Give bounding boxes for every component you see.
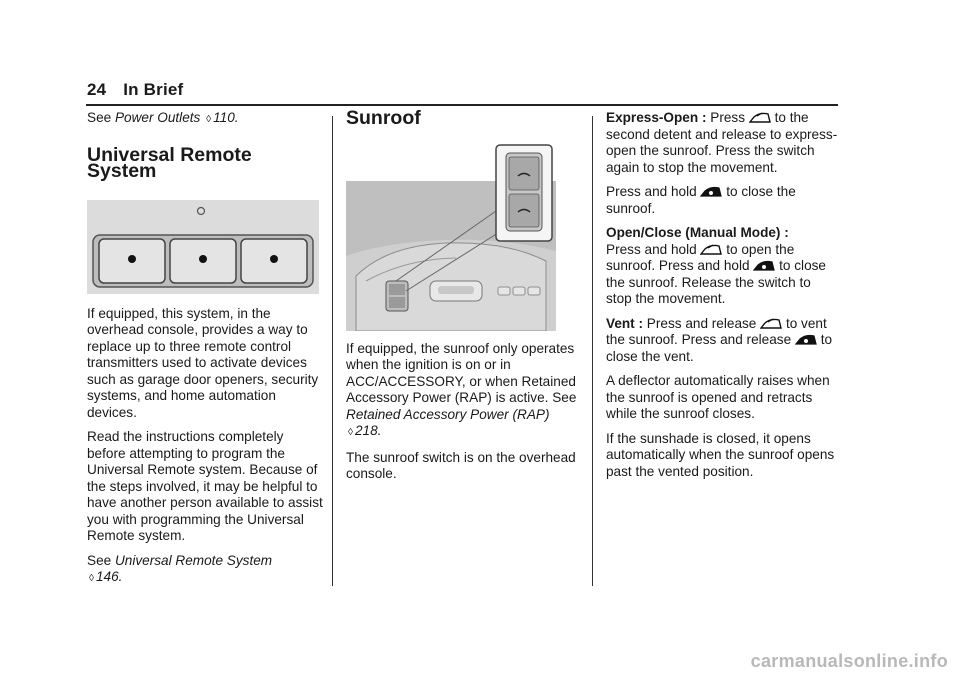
manual-mode-term: Open/Close (Manual Mode) : xyxy=(606,225,789,240)
header-rule xyxy=(86,104,838,106)
section-title: In Brief xyxy=(123,80,184,99)
xref-page[interactable]: 218. xyxy=(354,423,382,438)
site-watermark: carmanualsonline.info xyxy=(750,651,948,671)
manual-text-c: to close the sunroof. Release the switch to stop the movement. xyxy=(606,258,826,306)
see-prefix: See xyxy=(87,552,112,568)
column-middle xyxy=(346,107,582,491)
xref-rap[interactable]: Retained Accessory Power (RAP) xyxy=(346,406,550,422)
vent-text-c: to close the vent. xyxy=(606,332,833,364)
page-ref-icon: ◊ xyxy=(206,114,212,125)
page-header xyxy=(87,80,183,100)
see-power-outlets xyxy=(87,110,323,129)
see-universal-remote xyxy=(87,553,323,588)
universal-remote-p2: Read the instructions completely before attempting to program the Universal Remote system. Because of the steps involved, it may be helpful to have another person available to assist you with programming the Universal Remote system. xyxy=(87,429,323,543)
sunroof-open-icon xyxy=(760,317,782,330)
xref-universal-remote[interactable]: Universal Remote System xyxy=(114,552,273,568)
vent-term: Vent : xyxy=(606,315,644,331)
hold-close-text-b: to close the sunroof. xyxy=(606,184,796,216)
sunroof-close-icon xyxy=(753,259,775,272)
universal-remote-heading: Universal Remote System xyxy=(87,143,252,182)
see-prefix: See xyxy=(87,110,112,125)
sunroof-open-icon xyxy=(700,243,722,256)
sunshade-para: If the sunshade is closed, it opens automatically when the sunroof opens past the vented position. xyxy=(606,430,835,479)
column-divider-2 xyxy=(592,116,593,586)
sunroof-heading: Sunroof xyxy=(346,107,421,129)
vent-text-b: to vent the sunroof. Press and release xyxy=(606,315,827,347)
column-left xyxy=(87,110,323,596)
vent-text-a: Press and release xyxy=(646,315,757,331)
page-ref-icon: ◊ xyxy=(89,573,94,584)
express-open-text-a: Press xyxy=(710,110,746,125)
sunroof-open-icon xyxy=(749,111,771,124)
sunroof-close-switch-icon xyxy=(509,194,539,227)
remote-button-2 xyxy=(170,239,236,283)
column-divider-1 xyxy=(332,116,333,586)
sunroof-p1-text: If equipped, the sunroof only operates when the ignition is on or in ACC/ACCESSORY, or when Retained Accessory Power (RAP) is active. See xyxy=(346,340,577,405)
sunroof-switch-image xyxy=(346,141,556,331)
hold-close-para xyxy=(606,184,840,217)
manual-text-b: to open the sunroof. Press and hold xyxy=(606,241,795,273)
xref-power-outlets[interactable]: Power Outlets xyxy=(114,110,201,125)
column-right xyxy=(606,110,840,488)
page-ref-icon: ◊ xyxy=(348,427,353,438)
universal-remote-figure xyxy=(87,200,323,294)
manual-text-a: Press and hold xyxy=(606,241,697,257)
sunroof-close-icon xyxy=(795,333,817,346)
universal-remote-p1: If equipped, this system, in the overhead console, provides a way to replace up to three remote control transmitters used to activate devices such as garage door openers, security systems, and home automation devices. xyxy=(87,305,319,420)
manual-mode-para xyxy=(606,225,840,308)
xref-page[interactable]: 110. xyxy=(213,110,239,125)
sunroof-p1 xyxy=(346,341,582,442)
express-open-text-b: to the second detent and release to express-open the sunroof. Press the switch again to stop the movement. xyxy=(606,110,838,175)
sunroof-figure xyxy=(346,141,582,331)
express-open-para xyxy=(606,110,840,176)
vent-para xyxy=(606,316,840,366)
express-open-term: Express-Open : xyxy=(606,110,707,125)
hold-close-text-a: Press and hold xyxy=(606,184,697,199)
remote-button-3 xyxy=(241,239,307,283)
deflector-para: A deflector automatically raises when the sunroof is opened and retracts while the sunroof closes. xyxy=(606,373,830,421)
page-number: 24 xyxy=(87,80,107,99)
universal-remote-image xyxy=(87,200,319,294)
xref-page[interactable]: 146. xyxy=(95,569,123,584)
sunroof-close-icon xyxy=(700,185,722,198)
sunroof-p2: The sunroof switch is on the overhead console. xyxy=(346,449,576,481)
remote-button-1 xyxy=(99,239,165,283)
